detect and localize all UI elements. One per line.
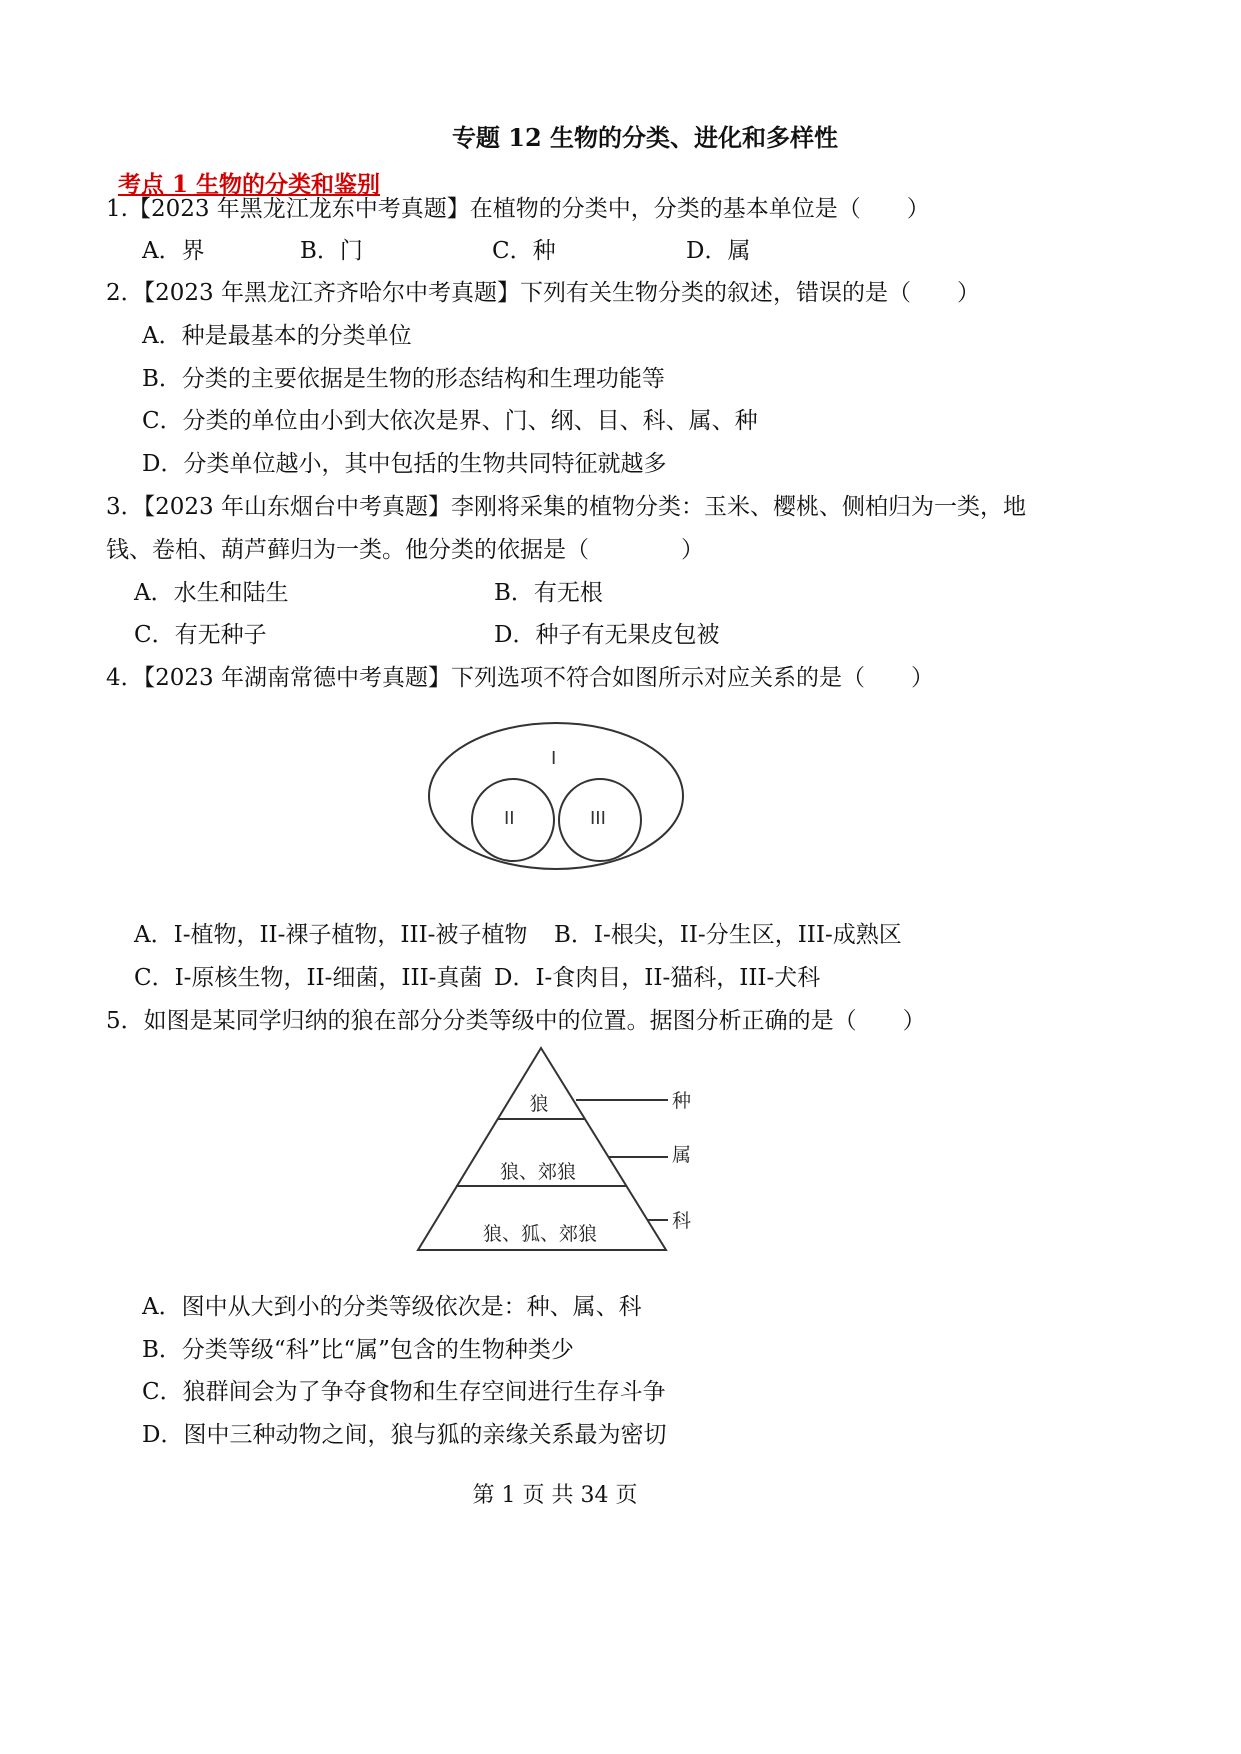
q5-option-d: D．图中三种动物之间，狼与狐的亲缘关系最为密切 xyxy=(142,1422,667,1448)
page-title: 专题 12 生物的分类、进化和多样性 xyxy=(451,123,839,152)
pyramid-outline xyxy=(418,1048,666,1250)
q3-stem-line2: 钱、卷柏、葫芦藓归为一类。他分类的依据是（ ） xyxy=(106,537,704,563)
venn-label-right: III xyxy=(590,808,606,829)
q5-pyramid-diagram xyxy=(410,1044,710,1256)
pyramid-level-species: 狼 xyxy=(529,1093,549,1115)
q3-option-c: C．有无种子 xyxy=(134,622,267,648)
q1-option-d: D．属 xyxy=(686,238,751,264)
q3-stem-line1: 3．【2023 年山东烟台中考真题】李刚将采集的植物分类：玉米、樱桃、侧柏归为一类，地 xyxy=(106,494,1026,520)
q2-option-c: C．分类的单位由小到大依次是界、门、纲、目、科、属、种 xyxy=(142,408,758,434)
q4-option-c: C．I-原核生物，II-细菌，III-真菌 xyxy=(134,965,483,991)
q5-option-b: B．分类等级“科”比“属”包含的生物种类少 xyxy=(142,1337,574,1363)
q1-option-b: B．门 xyxy=(300,238,363,264)
q1-option-c: C．种 xyxy=(492,238,556,264)
q4-venn-diagram xyxy=(420,716,692,876)
q4-option-a: A．I-植物，II-裸子植物，III-被子植物 xyxy=(134,922,528,948)
section-heading: 考点 1 生物的分类和鉴别 xyxy=(118,171,381,198)
q3-option-d: D．种子有无果皮包被 xyxy=(494,622,720,648)
venn-outer-ellipse xyxy=(429,723,683,869)
q2-option-d: D．分类单位越小，其中包括的生物共同特征就越多 xyxy=(142,451,667,477)
q4-option-d: D．I-食肉目，II-猫科，III-犬科 xyxy=(494,965,821,991)
q2-option-b: B．分类的主要依据是生物的形态结构和生理功能等 xyxy=(142,366,665,392)
q5-stem: 5．如图是某同学归纳的狼在部分分类等级中的位置。据图分析正确的是（ ） xyxy=(106,1008,926,1034)
pyramid-level-genus: 狼、郊狼 xyxy=(499,1161,577,1183)
q5-option-c: C．狼群间会为了争夺食物和生存空间进行生存斗争 xyxy=(142,1379,666,1405)
rank-label-species: 种 xyxy=(672,1090,692,1112)
q4-stem: 4．【2023 年湖南常德中考真题】下列选项不符合如图所示对应关系的是（ ） xyxy=(106,665,934,691)
page-footer: 第 1 页 共 34 页 xyxy=(472,1483,638,1508)
q3-option-b: B．有无根 xyxy=(494,580,603,606)
rank-label-genus: 属 xyxy=(672,1144,692,1166)
q5-option-a: A．图中从大到小的分类等级依次是：种、属、科 xyxy=(142,1294,642,1320)
q4-option-b: B．I-根尖，II-分生区，III-成熟区 xyxy=(554,922,902,948)
q3-option-a: A．水生和陆生 xyxy=(134,580,289,606)
rank-label-family: 科 xyxy=(672,1210,692,1232)
q2-stem: 2．【2023 年黑龙江齐齐哈尔中考真题】下列有关生物分类的叙述，错误的是（ ） xyxy=(106,280,980,306)
q1-stem: 1.【2023 年黑龙江龙东中考真题】在植物的分类中，分类的基本单位是（ ） xyxy=(106,196,930,222)
pyramid-level-family: 狼、狐、郊狼 xyxy=(482,1223,598,1245)
q1-option-a: A．界 xyxy=(142,238,205,264)
q2-option-a: A．种是最基本的分类单位 xyxy=(142,323,412,349)
venn-label-left: II xyxy=(504,808,515,829)
venn-label-outer: I xyxy=(551,748,557,769)
